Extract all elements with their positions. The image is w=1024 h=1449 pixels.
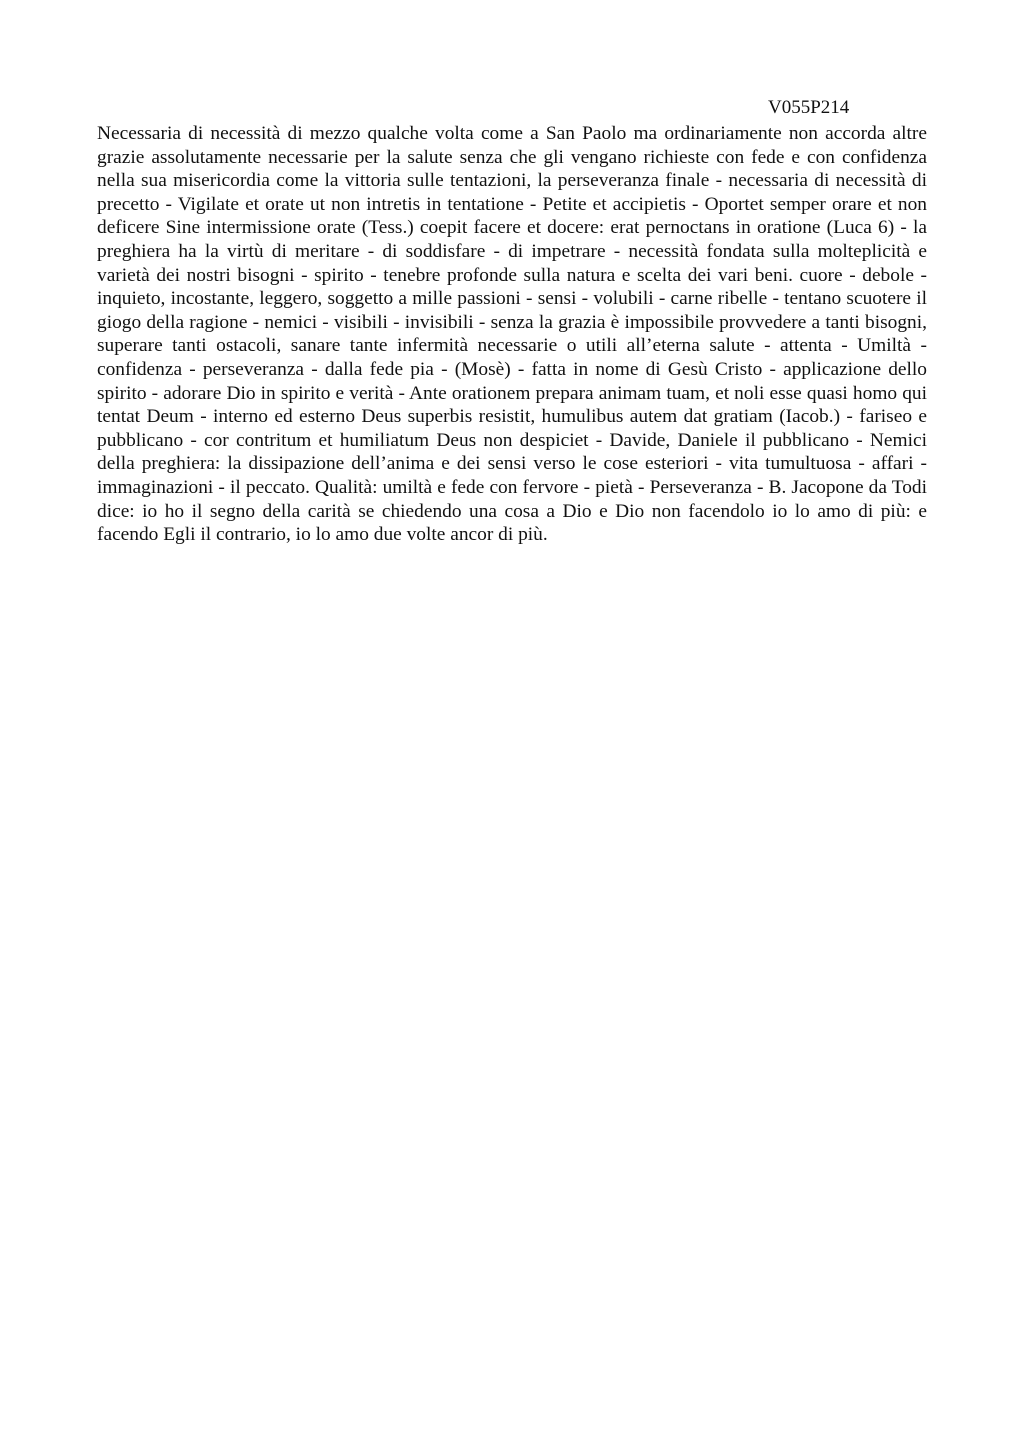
- page-code: V055P214: [768, 97, 850, 118]
- body-paragraph: Necessaria di necessità di mezzo qualche volta come a San Paolo ma ordinariamente non accorda altre grazie assolutamente necessarie per la salute senza che gli vengano richieste con fede e con confidenza nella sua misericordia come la vittoria sulle tentazioni, la perseveranza finale - necessaria di necessità di precetto - Vigilate et orate ut non intretis in tentatione - Petite et accipietis - Oportet semper orare et non deficere Sine intermissione orate (Tess.) coepit facere et docere: erat pernoctans in oratione (Luca 6) - la preghiera ha la virtù di meritare - di soddisfare - di impetrare - necessità fondata sulla molteplicità e varietà dei nostri bisogni - spirito - tenebre profonde sulla natura e scelta dei vari beni. cuore - debole - inquieto, incostante, leggero, soggetto a mille passioni - sensi - volubili - carne ribelle - tentano scuotere il giogo della ragione - nemici - visibili - invisibili - senza la grazia è impossibile provvedere a tanti bisogni, superare tanti ostacoli, sanare tante infermità necessarie o utili all’eterna salute - attenta - Umiltà - confidenza - perseveranza - dalla fede pia - (Mosè) - fatta in nome di Gesù Cristo - applicazione dello spirito - adorare Dio in spirito e verità - Ante orationem prepara animam tuam, et noli esse quasi homo qui tentat Deum - interno ed esterno Deus superbis resistit, humulibus autem dat gratiam (Iacob.) - fariseo e pubblicano - cor contritum et humiliatum Deus non despiciet - Davide, Daniele il pubblicano - Nemici della preghiera: la dissipazione dell’anima e dei sensi verso le cose esteriori - vita tumultuosa - affari - immaginazioni - il peccato. Qualità: umiltà e fede con fervore - pietà - Perseveranza - B. Jacopone da Todi dice: io ho il segno della carità se chiedendo una cosa a Dio e Dio non facendolo io lo amo di più: e facendo Egli il contrario, io lo amo due volte ancor di più.: [97, 123, 927, 546]
